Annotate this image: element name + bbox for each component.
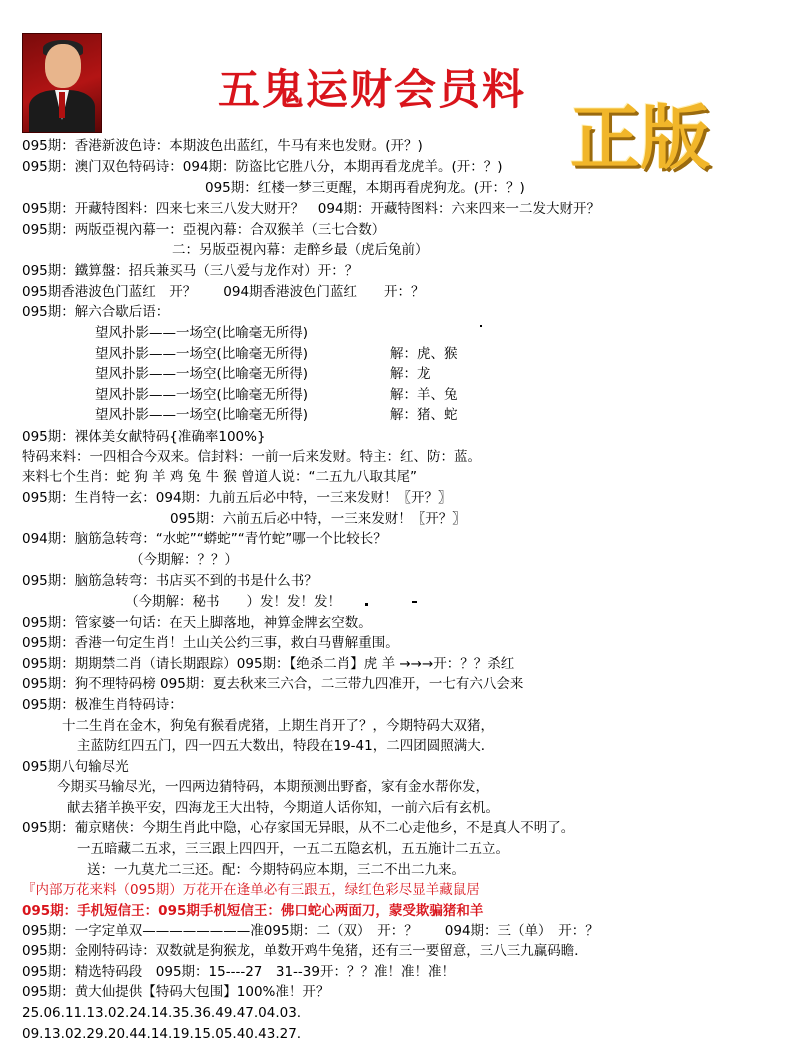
line-housekeeper: 095期：管家婆一句话：在天上脚落地，神算金牌玄空数。	[22, 615, 372, 631]
xiehouyu-5: 望风扑影——一场空(比喻毫无所得)	[95, 407, 309, 423]
line-atv-2: 二：另版亞視內幕：走醉乡最（虎后兔前）	[172, 242, 429, 258]
line-accurate-poem-1: 十二生肖在金木，狗兔有猴看虎猪，上期生肖开了？，今期特码大双猪，	[62, 718, 494, 734]
line-selected-range: 095期：精选特码段 095期：15----27 31--39开：？？准！准！准！	[22, 964, 455, 980]
line-wong-tai-sin: 095期：黄大仙提供【特码大包围】100%准！开？	[22, 984, 330, 1000]
scan-speck	[480, 325, 482, 327]
line-xiehouyu-heading: 095期：解六合歇后语：	[22, 304, 170, 320]
line-numbers-2: 09.13.02.29.20.44.14.19.15.05.40.43.27.	[22, 1026, 302, 1042]
line-hk-color-door: 095期香港波色门蓝红 开？ 094期香港波色门蓝红 开：？	[22, 284, 425, 300]
scan-speck	[365, 603, 368, 606]
line-zodiac-xuan-1: 095期：生肖特一玄：094期：九前五后必中特，一三来发财！〖开？〗	[22, 490, 452, 506]
xiehouyu-4-answer: 解：羊、兔	[390, 387, 458, 403]
line-hk-one-sentence: 095期：香港一句定生肖！土山关公约三事，救白马曹解重围。	[22, 635, 399, 651]
page-title: 五鬼运财会员料	[218, 65, 527, 114]
xiehouyu-2: 望风扑影——一场空(比喻毫无所得)	[95, 346, 309, 362]
line-numbers-1: 25.06.11.13.02.24.14.35.36.49.47.04.03.	[22, 1005, 302, 1021]
line-macau-poem-2: 095期：红楼一梦三更醒，本期再看虎狗龙。(开：？)	[205, 180, 525, 196]
xiehouyu-4: 望风扑影——一场空(比喻毫无所得)	[95, 387, 309, 403]
line-hk-color-poem: 095期：香港新波色诗：本期波色出蓝红，牛马有来也发财。(开？)	[22, 138, 423, 154]
line-vajra-poem: 095期：金刚特码诗：双数就是狗猴龙，单数开鸡牛兔猪，还有三一要留意，三八三九赢码瞻．	[22, 943, 588, 959]
xiehouyu-3-answer: 解：龙	[390, 366, 431, 382]
line-riddle-book: 095期：脑筋急转弯：书店买不到的书是什么书？	[22, 573, 318, 589]
line-ban-two-zodiac: 095期：期期禁二肖（请长期跟踪）095期：【绝杀二肖】虎 羊 →→→开：？？杀红	[22, 656, 515, 672]
line-lisboa-3: 送：一九莫尤二三还。配：今期特码应本期，三二不出二九来。	[87, 862, 465, 878]
line-kaizang: 095期：开藏特图料：四来七来三八发大财开？ 094期：开藏特图料：六来四来一二发大财开？	[22, 201, 601, 217]
xiehouyu-5-answer: 解：猪、蛇	[390, 407, 458, 423]
line-tema-laoliao: 特码来料：一四相合今双来。信封料：一前一后来发财。特主：红、防：蓝。	[22, 449, 481, 465]
line-odd-even: 095期：一字定单双————————准095期：二（双） 开：？ 094期：三（单） 开：？	[22, 923, 599, 939]
line-riddle-snake: 094期：脑筋急转弯：“水蛇”“蟒蛇”“青竹蛇”哪一个比较长？	[22, 531, 387, 547]
line-seven-zodiac: 来料七个生肖：蛇 狗 羊 鸡 兔 牛 猴 曾道人说：“二五九八取其尾”	[22, 469, 418, 485]
genuine-badge: 正版	[570, 97, 710, 179]
line-eight-lines: 095期八句输尽光	[22, 759, 129, 775]
line-sms-king: 095期：手机短信王：095期手机短信王：佛口蛇心两面刀，蒙受欺骗猪和羊	[22, 903, 484, 919]
line-zodiac-xuan-2: 095期：六前五后必中特，一三来发财！〖开？〗	[170, 511, 466, 527]
line-riddle-snake-answer: （今期解：？？）	[130, 552, 238, 568]
line-atv-1: 095期：两版亞視內幕一：亞視內幕：合双猴羊（三七合数）	[22, 222, 386, 238]
xiehouyu-2-answer: 解：虎、猴	[390, 346, 458, 362]
line-goubuli: 095期：狗不理特码榜 095期：夏去秋来三六合，二三带九四准开，一七有六八会来	[22, 676, 524, 692]
line-accurate-poem: 095期：极准生肖特码诗：	[22, 697, 183, 713]
xiehouyu-1: 望风扑影——一场空(比喻毫无所得)	[95, 325, 309, 341]
xiehouyu-3: 望风扑影——一场空(比喻毫无所得)	[95, 366, 309, 382]
scan-speck	[412, 601, 417, 603]
line-wanhua: 『内部万花来料（095期）万花开在逢单必有三跟五，绿红色彩尽显羊藏鼠居	[22, 882, 480, 898]
line-macau-poem: 095期：澳门双色特码诗：094期：防盗比它胜八分，本期再看龙虎羊。(开：？)	[22, 159, 503, 175]
line-riddle-book-answer: （今期解：秘书 ）发！发！发！	[125, 594, 341, 610]
line-accurate-poem-2: 主蓝防红四五门，四一四五大数出，特段在19-41，二四团圆照满大．	[77, 738, 495, 754]
portrait-photo	[22, 33, 102, 133]
line-lisboa: 095期：葡京赌侠：今期生肖此中隐，心存家国无异眼，从不二心走他乡，不是真人不明了。	[22, 820, 575, 836]
line-nude-beauty: 095期：裸体美女献特码{准确率100%}	[22, 429, 266, 445]
line-lisboa-2: 一五暗藏二五求，三三跟上四四开，一五二五隐玄机，五五施计二五立。	[77, 841, 509, 857]
line-abacus: 095期：鐵算盤：招兵兼买马（三八爱与龙作对）开：？	[22, 263, 359, 279]
line-eight-lines-2: 献去猪羊换平安，四海龙王大出特，今期道人话你知，一前六后有玄机。	[67, 800, 499, 816]
line-eight-lines-1: 今期买马输尽光，一四两边猜特码，本期预测出野畜，家有金水帮你发，	[57, 779, 489, 795]
